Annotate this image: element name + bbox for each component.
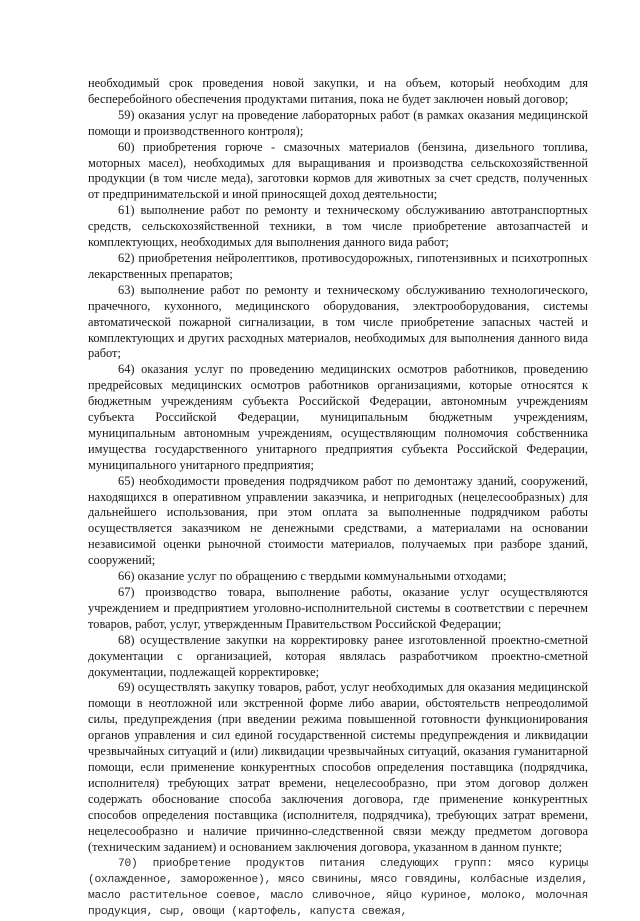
paragraph-67: 67) производство товара, выполнение работы, оказание услуг осуществляются учреждением и предприятием уголовно-исполнительной системы в соответствии с перечнем товаров, работ, услуг, утвержденным Правительством Российской Федерации;: [88, 585, 588, 631]
paragraph-69: 69) осуществлять закупку товаров, работ, услуг необходимых для оказания медицинской помощи в неотложной или экстренной форме либо аварии, обстоятельств непреодолимой силы, предупреждения (при введении режима повышенной готовности функционирования органов управления и сил единой государственной системы предупреждения и ликвидации чрезвычайных ситуаций и (или) ликвидации чрезвычайных ситуаций, оказания гуманитарной помощи, если применение конкурентных способов определения поставщика (подрядчика, исполнителя) требующих затрат времени, нецелесообразно, при этом договор должен содержать обоснование способа заключения договора, где применение конкурентных способов определения поставщика (исполнителя, подрядчика), требующих затрат времени, нецелесообразно и наличие причинно-следственной связи между предметом договора (техническим заданием) и основанием заключения договора, указанном в данном пункте;: [88, 680, 588, 854]
paragraph-60: 60) приобретения горюче - смазочных материалов (бензина, дизельного топлива, моторных масел), необходимых для выращивания и производства сельскохозяйственной продукции (в том числе меда), заготовки кормов для животных за счет средств, полученных от предпринимательской и иной приносящей доход деятельности;: [88, 139, 588, 202]
paragraph-63: 63) выполнение работ по ремонту и техническому обслуживанию технологического, прачечного, кухонного, медицинского оборудования, электрооборудования, системы автоматической пожарной сигнализации, в том числе приобретение запасных частей и комплектующих и других расходных материалов, необходимых для выполнения данного вида работ;: [88, 282, 588, 361]
paragraph-62: 62) приобретения нейролептиков, противосудорожных, гипотензивных и психотропных лекарственных препаратов;: [88, 250, 588, 281]
paragraph-70: 70) приобретение продуктов питания следующих групп: мясо курицы (охлажденное, замороженное), мясо свинины, мясо говядины, колбасные изделия, масло растительное соевое, масло сливочное, яйцо куриное, молоко, молочная продукция, сыр, овощи (картофель, капуста свежая,: [88, 858, 588, 919]
paragraph-64: 64) оказания услуг по проведению медицинских осмотров работников, проведению предрейсовых медицинских осмотров работников организациями, которые относятся к бюджетным учреждениям субъекта Российской Федерации, автономным учреждениям субъекта Российской Федерации, муниципальным бюджетным учреждениям, муниципальным автономным учреждениям, осуществляющим полномочия собственника имущества государственного унитарного предприятия субъекта Российской Федерации, муниципального унитарного предприятия;: [88, 362, 588, 472]
paragraph-68: 68) осуществление закупки на корректировку ранее изготовленной проектно-сметной документации с организацией, которая являлась разработчиком проектно-сметной документации, подлежащей корректировке;: [88, 632, 588, 679]
paragraph-65: 65) необходимости проведения подрядчиком работ по демонтажу зданий, сооружений, находящихся в оперативном управлении заказчика, и непригодных (нецелесообразных) для дальнейшего использования, при этом оплата за выполненные подрядчиком работы осуществляется заказчиком не денежными средствами, а материалами на основании независимой оценки рыночной стоимости материалов, получаемых при разборе зданий, сооружений;: [88, 473, 588, 568]
document-page: [88, 76, 588, 921]
paragraph-61: 61) выполнение работ по ремонту и техническому обслуживанию автотранспортных средств, сельскохозяйственной техники, в том числе приобретение автозапчастей и комплектующих, необходимых для выполнения данного вида работ;: [88, 203, 588, 250]
paragraph-59: 59) оказания услуг на проведение лабораторных работ (в рамках оказания медицинской помощи и производственного контроля);: [88, 107, 588, 138]
paragraph-continuation: необходимый срок проведения новой закупки, и на объем, который необходим для бесперебойного обеспечения продуктами питания, пока не будет заключен новый договор;: [88, 76, 588, 106]
paragraph-66: 66) оказание услуг по обращению с твердыми коммунальными отходами;: [118, 569, 507, 584]
